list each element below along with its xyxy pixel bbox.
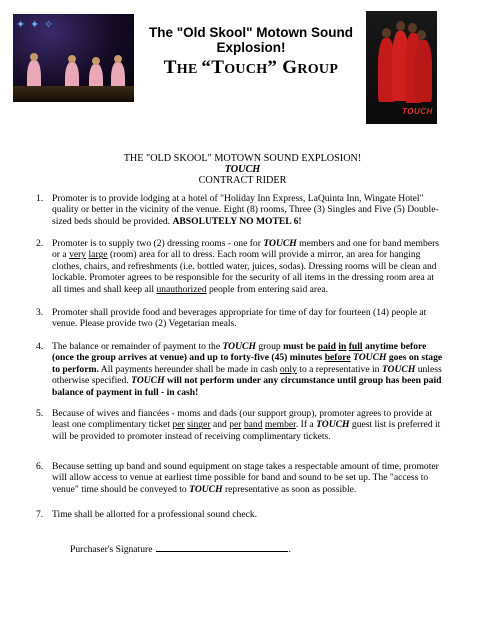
member-head — [396, 21, 405, 31]
rider-item-sound-check: 7. Time shall be allotted for a professional sound check. — [36, 509, 258, 520]
contract-title: THE "OLD SKOOL" MOTOWN SOUND EXPLOSION! — [123, 153, 362, 164]
contract-subtitle: TOUCH — [224, 164, 261, 175]
rider-item-tickets: 5. Because of wives and fiancées - moms and dads (our support group), promoter agrees to provide at least one complimentary ticket per singer and per band member. If a TOUCH guest list is preferred it will be provided to promoter instead of receiving complimentary tickets. — [36, 408, 441, 442]
purchaser-signature: Purchaser's Signature . — [70, 544, 291, 555]
group-name: THE “TOUCH” GROUP — [163, 57, 339, 78]
stage-photo — [13, 14, 134, 102]
signature-label: Purchaser's Signature — [70, 544, 153, 555]
tagline: The "Old Skool" Motown Sound Explosion! — [148, 25, 354, 55]
member-figure — [415, 40, 432, 102]
performer-head — [30, 53, 38, 61]
performer-head — [68, 55, 76, 63]
contract-rider-label: CONTRACT RIDER — [198, 175, 287, 186]
rider-item-food: 3. Promoter shall provide food and beverages appropriate for time of day for fourteen (14) people at venue. Please provide two (2) Vegetarian meals. — [36, 307, 427, 330]
performer-head — [114, 55, 122, 63]
rider-item-payment: 4. The balance or remainder of payment to the TOUCH group must be paid in full anytime before (once the group arrives at venue) and up to forty-five (45) minutes before TOUCH goes on stage to perform. All payments hereunder shall be made in cash only to a representative in TOUCH unless otherwise specified. TOUCH will not perform under any circumstance until group has been paid balance of payment in full - in cash! — [36, 341, 443, 398]
performer-head — [92, 57, 100, 65]
touch-logo: TOUCH — [402, 107, 433, 116]
member-head — [408, 23, 417, 33]
rider-item-dressing-rooms: 2. Promoter is to supply two (2) dressing rooms - one for TOUCH members and one for band members or a very large (room) area for all to dress. Each room will provide a mirror, an area for hanging clothes, chairs, and refreshments (i.e. bottled water, juices, sodas). Dressing rooms will be clean and lockable. Promoter agrees to be responsible for the security of all items in the dressing room area at all times and shall keep all unauthorized people from entering said area. — [36, 238, 440, 295]
stage-lights-icon: ✦ ✦ ✧ — [16, 19, 55, 31]
signature-line[interactable] — [156, 543, 288, 552]
rider-item-venue-access: 6. Because setting up band and sound equipment on stage takes a respectable amount of time, promoter will allow access to venue at earliest time possible for band and sound to be set up. The "access to venue" time should be conveyed to TOUCH representative as soon as possible. — [36, 461, 439, 495]
member-head — [382, 28, 391, 38]
rider-item-lodging: 1. Promoter is to provide lodging at a hotel of "Holiday Inn Express, LaQuinta Inn, Wingate Hotel" quality or better in the vicinity of the venue. Eight (8) rooms, Three (3) Singles and Five (5) Double-sized beds should be provided. ABSOLUTELY NO MOTEL 6! — [36, 193, 439, 227]
group-photo — [366, 11, 437, 124]
stage-floor — [13, 86, 134, 102]
